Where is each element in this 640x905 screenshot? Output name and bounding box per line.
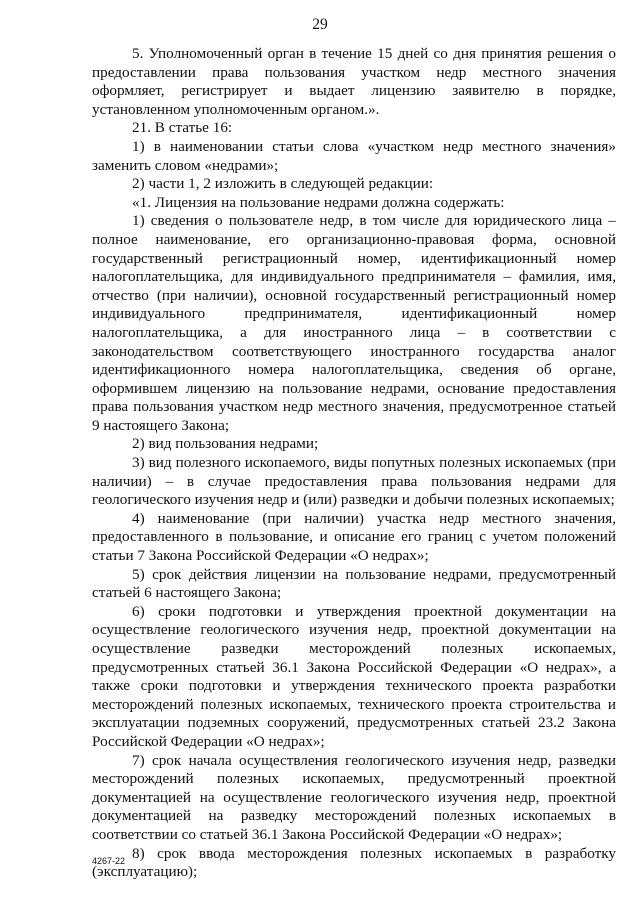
paragraph: 6) сроки подготовки и утверждения проектной документации на осуществление геологического изучения недр, проектной документации на осуществление разведки месторождений полезных ископаемых, предусмотренных статьей 36.1 Закона Российской Федерации «О недрах», а также сроки подготовки и утверждения технического проекта разработки месторождений полезных ископаемых, технического проекта строительства и эксплуатации подземных сооружений, предусмотренных статьей 23.2 Закона Российской Федерации «О недрах»;	[92, 602, 616, 750]
paragraph: 1) сведения о пользователе недр, в том числе для юридического лица – полное наименование, его организационно-правовая форма, основной государственный регистрационный номер, идентификационный номер налогоплательщика, для индивидуального предпринимателя – фамилия, имя, отчество (при наличии), основной государственный регистрационный номер индивидуального предпринимателя, идентификационный номер налогоплательщика, а для иностранного лица – в соответствии с законодательством соответствующего иностранного государства аналог идентификационного номера налогоплательщика, сведения об органе, оформившем лицензию на пользование недрами, основание предоставления права пользования участком недр местного значения, предусмотренное статьей 9 настоящего Закона;	[92, 212, 616, 434]
document-code: 4267-22	[92, 856, 126, 866]
paragraph: 1) в наименовании статьи слова «участком недр местного значения» заменить словом «недрами»;	[92, 137, 616, 174]
document-body	[92, 45, 616, 882]
paragraph: 4) наименование (при наличии) участка недр местного значения, предоставленного в пользование, и описание его границ с учетом положений статьи 7 Закона Российской Федерации «О недрах»;	[92, 509, 616, 565]
paragraph: 7) срок начала осуществления геологического изучения недр, разведки месторождений полезных ископаемых, предусмотренный проектной документацией на осуществление геологического изучения недр, проектной документацией на разведку месторождений полезных ископаемых в соответствии со статьей 36.1 Закона Российской Федерации «О недрах»;	[92, 751, 616, 843]
paragraph: 8) срок ввода месторождения полезных ископаемых в разработку (эксплуатацию);	[92, 844, 616, 881]
paragraph: 2) части 1, 2 изложить в следующей редакции:	[132, 175, 434, 193]
page-number: 29	[312, 16, 328, 33]
paragraph: 2) вид пользования недрами;	[132, 435, 319, 453]
paragraph: 5. Уполномоченный орган в течение 15 дней со дня принятия решения о предоставлении права пользования участком недр местного значения оформляет, регистрирует и выдает лицензию заявителю в порядке, установленном уполномоченным органом.».	[92, 45, 616, 118]
paragraph: 5) срок действия лицензии на пользование недрами, предусмотренный статьей 6 настоящего Закона;	[92, 565, 616, 602]
paragraph: «1. Лицензия на пользование недрами должна содержать:	[132, 193, 505, 211]
paragraph: 21. В статье 16:	[132, 119, 233, 137]
paragraph: 3) вид полезного ископаемого, виды попутных полезных ископаемых (при наличии) – в случае предоставления права пользования недрами для геологического изучения недр и (или) разведки и добычи полезных ископаемых;	[92, 454, 616, 509]
